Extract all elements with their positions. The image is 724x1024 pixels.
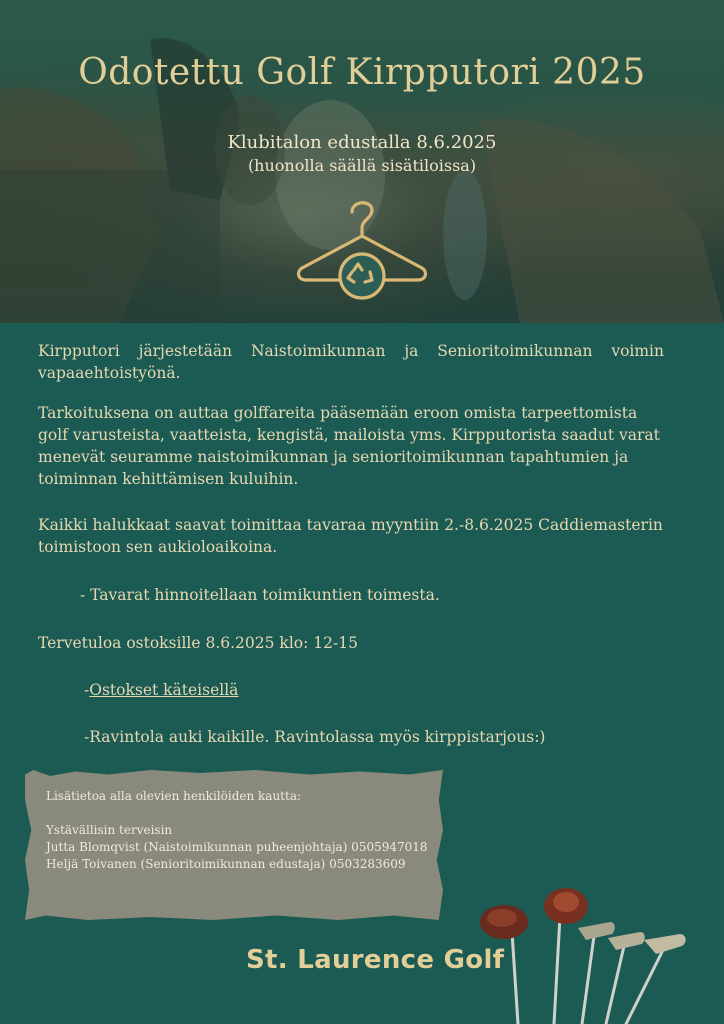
pricing-bullet: - Tavarat hinnoitellaan toimikuntien toimesta. bbox=[80, 586, 440, 604]
restaurant-bullet: -Ravintola auki kaikille. Ravintolassa myös kirppistarjous:) bbox=[84, 728, 546, 746]
contact-person-2: Heljä Toivanen (Senioritoimikunnan edustaja) 0503283609 bbox=[46, 857, 406, 871]
event-location-date: Klubitalon edustalla 8.6.2025 bbox=[227, 132, 497, 153]
cash-bullet-text: Ostokset käteisellä bbox=[89, 681, 239, 699]
hero-banner bbox=[0, 0, 724, 323]
hanger-recycle-icon bbox=[294, 190, 430, 302]
contact-greeting: Ystävällisin terveisin bbox=[46, 823, 173, 837]
cash-bullet bbox=[84, 679, 710, 701]
delivery-paragraph: Kaikki halukkaat saavat toimittaa tavaraa myyntiin 2.-8.6.2025 Caddiemasterin toimistoon sen aukioloaikoina. bbox=[38, 516, 663, 556]
golf-clubs-icon bbox=[474, 886, 700, 1024]
page-title: Odotettu Golf Kirpputori 2025 bbox=[78, 52, 646, 93]
weather-note: (huonolla säällä sisätiloissa) bbox=[247, 156, 477, 175]
intro-paragraph: Kirpputori järjestetään Naistoimikunnan ja Senioritoimikunnan voimin vapaaehtoistyönä. bbox=[38, 342, 664, 382]
welcome-line: Tervetuloa ostoksille 8.6.2025 klo: 12-15 bbox=[38, 634, 358, 652]
brand-logo-text: St. Laurence Golf bbox=[246, 945, 505, 975]
contact-intro: Lisätietoa alla olevien henkilöiden kautta: bbox=[46, 789, 302, 803]
cash-bullet-prefix: - bbox=[84, 681, 90, 699]
purpose-paragraph: Tarkoituksena on auttaa golffareita pääsemään eroon omista tarpeettomista golf varusteista, vaatteista, kengistä, mailoista yms. Kirpputorista saadut varat menevät seuramme naistoimikunnan ja senioritoimikunnan tapahtumien ja toiminnan kehittämisen kuluihin. bbox=[38, 404, 660, 488]
contact-person-1: Jutta Blomqvist (Naistoimikunnan puheenjohtaja) 0505947018 bbox=[46, 840, 428, 854]
